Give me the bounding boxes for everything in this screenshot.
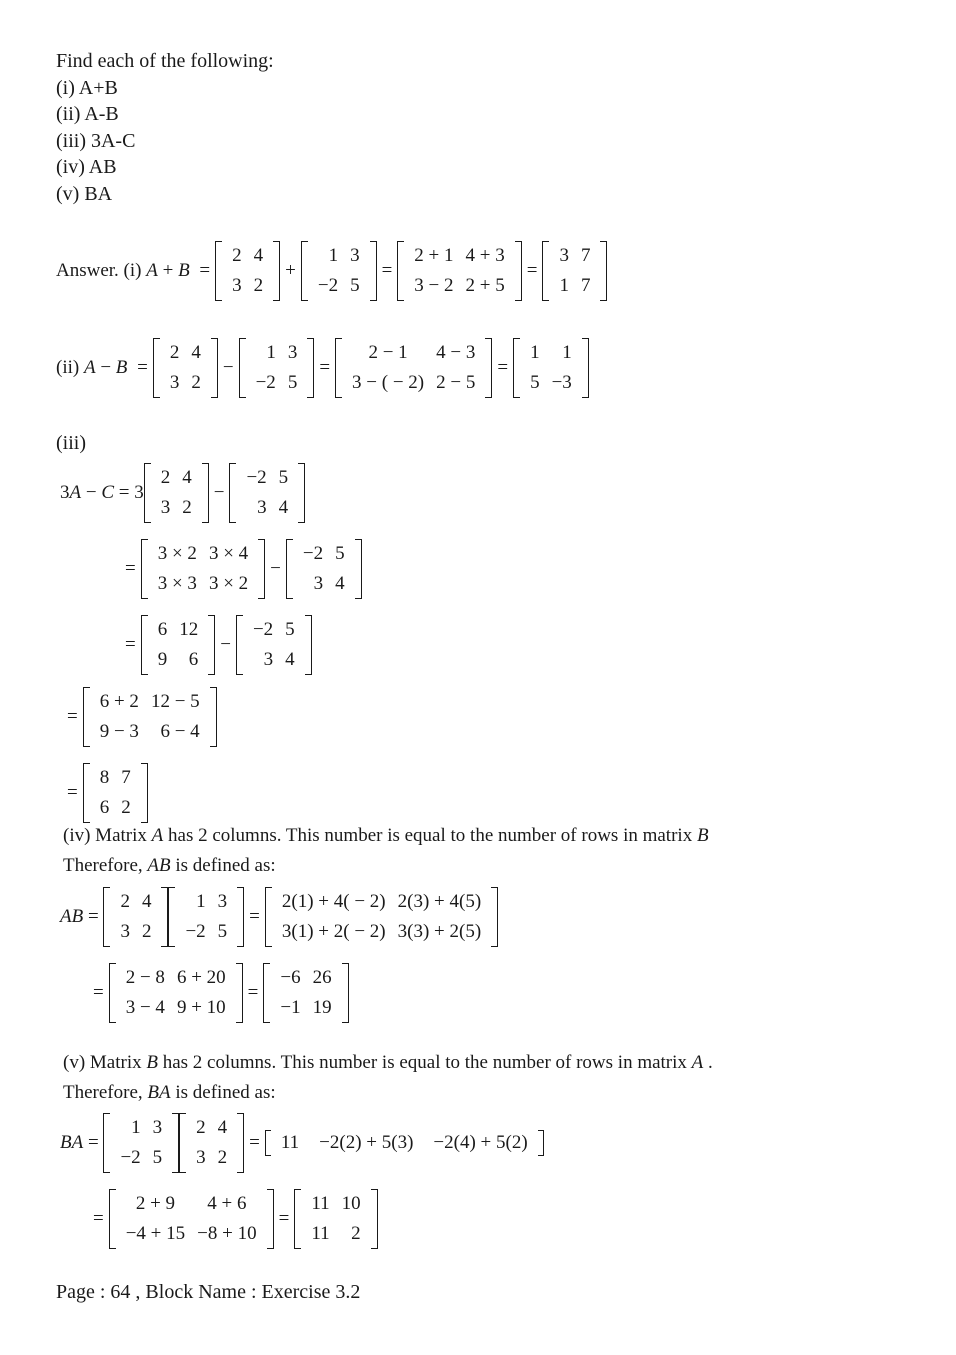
matrix-cell: 7 [580,245,591,266]
matrix-sum-i [397,241,521,301]
matrix-cell: −2 [185,921,206,942]
equation-part-v-line2: = 2 + 9 4 + 6 −4 + 15 −8 + 10 = 11 10 11 2 [88,1188,378,1250]
matrix-cell: 3 × 2 [208,573,249,594]
matrix-cell: 11 [311,1223,330,1244]
matrix-cell: 4 + 3 [465,245,505,266]
matrix-A [215,241,280,301]
matrix-cell: 3 [263,649,274,670]
matrix-cell: 2 [253,275,264,296]
question-intro: Find each of the following: [56,50,274,72]
matrix-cell: 6 [157,619,168,640]
matrix-diff-ii [335,338,492,398]
matrix-cell: 3 [257,497,267,518]
matrix-cell: 1 [559,275,569,296]
matrix-product-iv [265,887,498,947]
matrix-cell: 6 − 4 [160,721,200,742]
matrix-C [236,615,312,675]
matrix-cell: 3 [559,245,569,266]
matrix-scalar-multiply [141,539,265,599]
matrix-C [229,463,305,523]
matrix-cell: 3 − 2 [414,275,454,296]
matrix-diff-iii [83,687,217,747]
matrix-cell: −3 [551,372,572,393]
equation-part-iii-line2: = 3 × 2 3 × 4 3 × 3 3 × 2 − −2 5 3 4 [120,538,362,600]
matrix-cell: 2 [351,1223,361,1244]
matrix-B [103,1113,179,1173]
equation-part-iii-line1: 3A − C = 3 2 4 3 2 − −2 5 3 4 [60,462,305,524]
matrix-cell: −2 [246,467,267,488]
matrix-B [301,241,377,301]
matrix-cell: 3 [217,891,228,912]
matrix-cell: 2 [232,245,242,266]
question-part-i: (i) A+B [56,77,118,99]
matrix-cell: 5 [287,372,298,393]
matrix-cell: 6 [188,649,199,670]
matrix-cell: 4 [141,891,152,912]
matrix-result-i [542,241,607,301]
matrix-A [179,1113,244,1173]
equation-part-i: Answer. (i) A + B = 2 4 3 2 + 1 3 −2 5 = 2 + 1 4 + 3 3 − 2 2 + 5 = 3 7 1 7 [56,240,607,302]
matrix-cell: 2 [182,497,192,518]
part-v-text: (v) Matrix B has 2 columns. This number is equal to the number of rows in matrix A . [63,1052,713,1073]
matrix-cell: 1 [562,342,572,363]
matrix-cell: 3 − 4 [125,997,165,1018]
matrix-cell: 2 − 5 [436,372,476,393]
matrix-cell: 11 [311,1193,330,1214]
matrix-A [144,463,209,523]
matrix-cell: 5 [335,543,345,564]
matrix-cell: 8 [99,767,110,788]
matrix-cell: 2 [169,342,180,363]
matrix-cell: 1 [131,1117,141,1138]
matrix-cell: 3 [287,342,298,363]
matrix-cell: 4 [217,1117,228,1138]
row-vector-cell: 11 [280,1132,300,1153]
matrix-cell: 3(1) + 2( − 2) [281,921,386,942]
matrix-cell: 5 [350,275,360,296]
matrix-cell: 5 [152,1147,163,1168]
matrix-cell: 9 + 10 [176,997,226,1018]
matrix-cell: 5 [278,467,289,488]
equation-part-iii-line3: = 6 12 9 6 − −2 5 3 4 [120,614,312,676]
matrix-cell: 1 [530,342,540,363]
question-part-iii: (iii) 3A-C [56,130,136,152]
matrix-cell: −4 + 15 [125,1223,186,1244]
row-vector-cell: −2(2) + 5(3) [319,1132,414,1153]
matrix-cell: −2 [302,543,324,564]
matrix-cell: 3 [196,1147,206,1168]
matrix-result-iv [263,963,348,1023]
matrix-cell: 2 [217,1147,228,1168]
matrix-cell: 2 [141,921,152,942]
matrix-cell: 4 [253,245,264,266]
matrix-cell: 19 [312,997,332,1018]
matrix-cell: 4 [278,497,289,518]
matrix-B [239,338,315,398]
matrix-cell: 4 [182,467,192,488]
matrix-sum-iv [109,963,243,1023]
matrix-cell: 3 × 2 [157,543,197,564]
matrix-cell: 2(1) + 4( − 2) [281,891,386,912]
matrix-cell: 2 − 1 [368,342,408,363]
part-iv-text2: Therefore, AB is defined as: [63,855,276,876]
matrix-cell: 1 [328,245,339,266]
matrix-cell: 6 + 20 [176,967,226,988]
answer-label: Answer. (i) [56,260,142,281]
matrix-cell: 3 [232,275,242,296]
matrix-sum-v [109,1189,274,1249]
matrix-C [286,539,362,599]
question-part-iv: (iv) AB [56,156,117,178]
matrix-cell: 4 [191,342,201,363]
part-iv-text: (iv) Matrix A has 2 columns. This number is equal to the number of rows in matrix B [63,825,709,846]
matrix-cell: 3 − ( − 2) [352,372,425,393]
matrix-cell: 2 + 1 [414,245,454,266]
matrix-cell: 12 − 5 [150,691,200,712]
matrix-result-v [294,1189,377,1249]
matrix-cell: 26 [312,967,332,988]
matrix-cell: 3 [120,921,130,942]
matrix-cell: −6 [280,967,301,988]
page-footer: Page : 64 , Block Name : Exercise 3.2 [56,1281,361,1303]
matrix-cell: 1 [266,342,276,363]
matrix-cell: 4 [285,649,295,670]
matrix-cell: 4 + 6 [207,1193,247,1214]
part-iii-label: (iii) [56,432,86,454]
matrix-cell: 3 [152,1117,163,1138]
matrix-cell: −1 [280,997,301,1018]
matrix-cell: 2 [160,467,171,488]
matrix-cell: −2 [120,1147,141,1168]
matrix-scaled-A [141,615,216,675]
matrix-cell: 5 [217,921,228,942]
matrix-cell: 4 − 3 [436,342,476,363]
matrix-cell: 2 [196,1117,206,1138]
matrix-cell: 2 [121,797,131,818]
matrix-cell: 7 [580,275,591,296]
matrix-cell: 6 [99,797,110,818]
part-ii-label: (ii) [56,357,80,378]
row-vector-v [265,1130,544,1156]
matrix-cell: 2 + 9 [135,1193,176,1214]
question-part-ii: (ii) A-B [56,103,119,125]
matrix-cell: 4 [335,573,345,594]
matrix-cell: 2 [191,372,201,393]
matrix-cell: 6 + 2 [99,691,139,712]
matrix-cell: 9 [157,649,168,670]
equation-part-iii-line5: = 8 7 6 2 [62,762,148,824]
matrix-cell: 10 [341,1193,361,1214]
matrix-cell: 3 [169,372,180,393]
part-v-text2: Therefore, BA is defined as: [63,1082,276,1103]
equation-part-iv-line2: = 2 − 8 6 + 20 3 − 4 9 + 10 = −6 26 −1 19 [88,962,349,1024]
matrix-cell: 3 [313,573,324,594]
matrix-cell: −8 + 10 [197,1223,257,1244]
matrix-cell: 3 × 4 [208,543,249,564]
matrix-result-ii [513,338,589,398]
matrix-result-iii [83,763,148,823]
matrix-cell: 2 [120,891,130,912]
matrix-A [103,887,168,947]
equation-part-iii-line4: = 6 + 2 12 − 5 9 − 3 6 − 4 [62,686,217,748]
row-vector-cell: −2(4) + 5(2) [433,1132,528,1153]
matrix-cell: 12 [179,619,199,640]
matrix-cell: 3 × 3 [157,573,197,594]
matrix-cell: 2 + 5 [465,275,505,296]
matrix-cell: 5 [530,372,540,393]
matrix-cell: 9 − 3 [99,721,139,742]
question-part-v: (v) BA [56,183,113,205]
matrix-cell: 3 [350,245,360,266]
matrix-cell: 7 [121,767,131,788]
matrix-cell: 2 − 8 [125,967,165,988]
matrix-cell: 2(3) + 4(5) [397,891,482,912]
equation-part-ii: (ii) A − B = 2 4 3 2 − 1 3 −2 5 = 2 − 1 4 − 3 3 − ( − 2) 2 − 5 = 1 1 5 −3 [56,337,589,399]
matrix-cell: −2 [255,372,276,393]
matrix-A [153,338,218,398]
matrix-cell: 5 [285,619,295,640]
matrix-cell: −2 [252,619,274,640]
matrix-B [168,887,244,947]
equation-part-v-line1: BA = 1 3 −2 5 2 4 3 2 = 11 −2(2) + 5(3) −2(4) + 5(2) [60,1112,544,1174]
matrix-cell: −2 [317,275,339,296]
matrix-cell: 3 [160,497,171,518]
matrix-cell: 3(3) + 2(5) [397,921,482,942]
equation-part-iv-line1: AB = 2 4 3 2 1 3 −2 5 = 2(1) + 4( − 2) 2(3) + 4(5) 3(1) + 2( − 2) 3(3) + 2(5) [60,886,498,948]
matrix-cell: 1 [196,891,206,912]
